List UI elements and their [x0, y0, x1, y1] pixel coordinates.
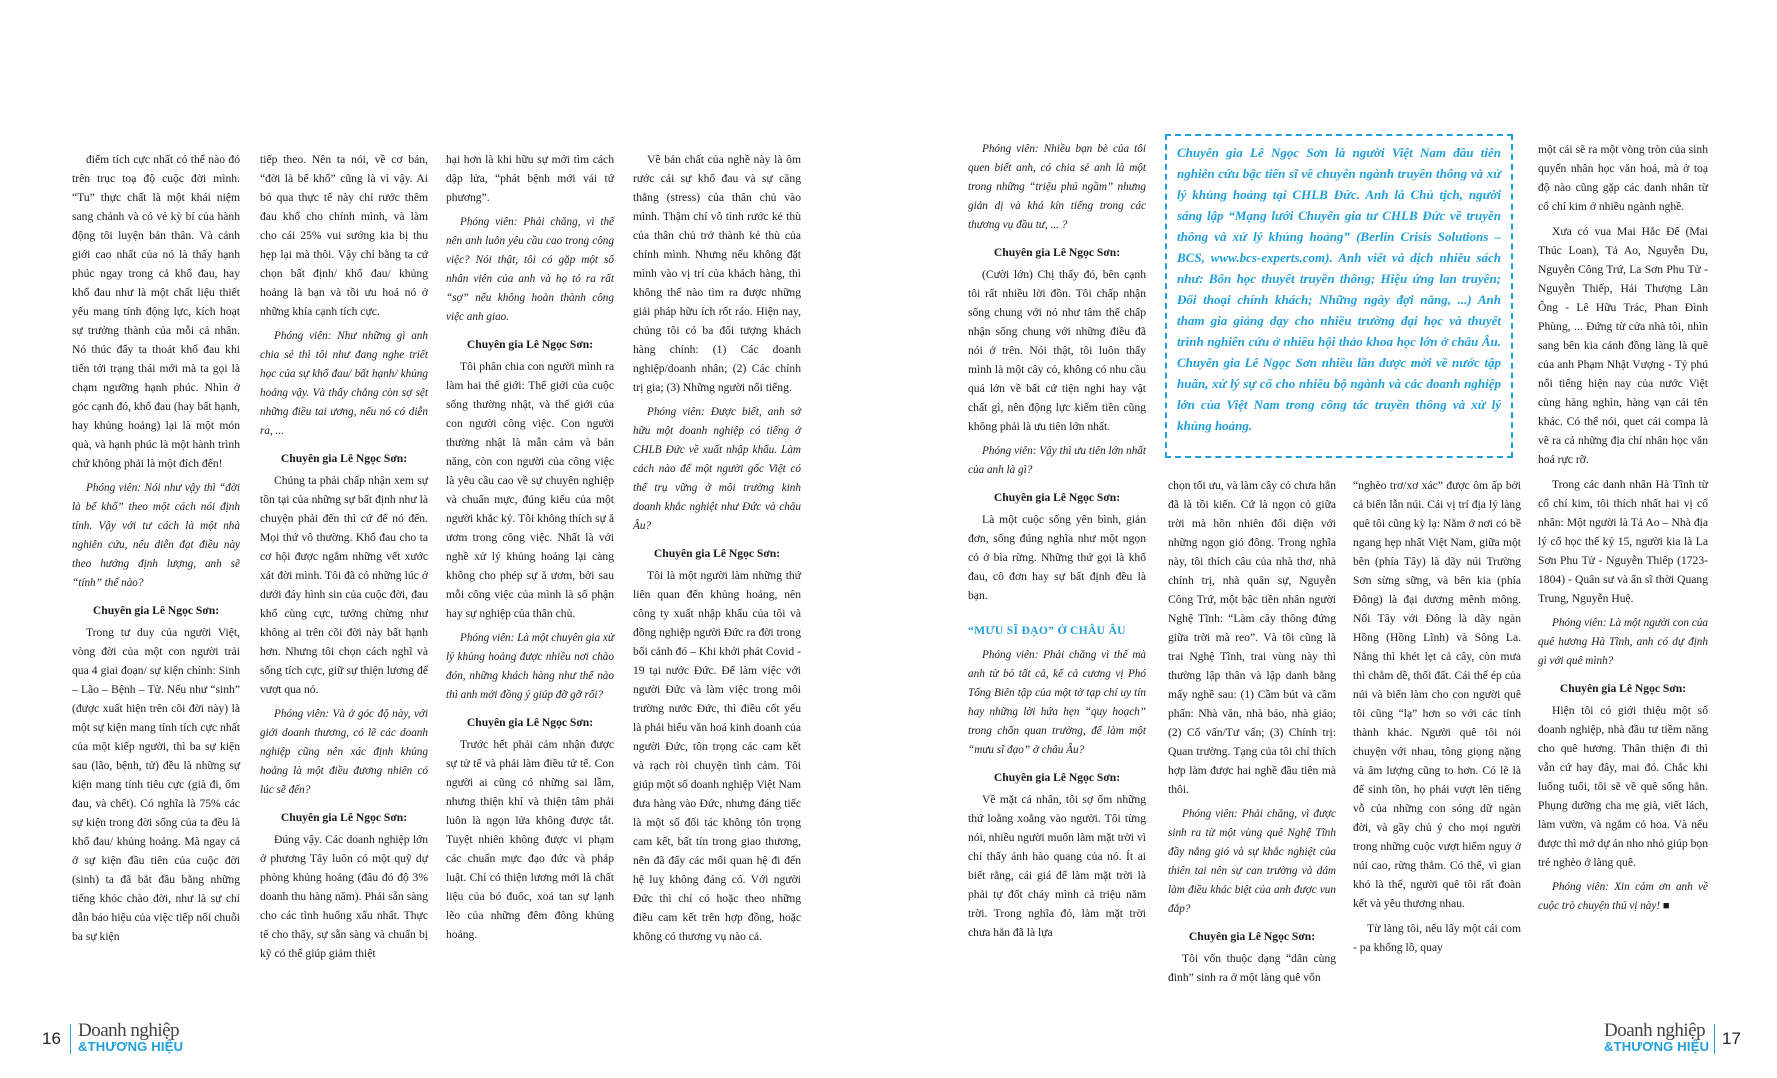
- speaker-label: Chuyên gia Lê Ngọc Sơn:: [993, 491, 1121, 504]
- interviewer-question: Phóng viên: Là một người con của quê hương Hà Tĩnh, anh có dự định gì với quê mình?: [1538, 617, 1708, 667]
- speaker-label: Chuyên gia Lê Ngọc Sơn:: [466, 338, 594, 351]
- left-column-4: [633, 150, 801, 952]
- speaker-label: Chuyên gia Lê Ngọc Sơn:: [653, 547, 781, 560]
- footer-divider-left: [70, 1024, 71, 1054]
- speaker-label: Chuyên gia Lê Ngọc Sơn:: [280, 452, 408, 465]
- paragraph: chọn tối ưu, và làm cây cỏ chưa hẳn đã là tồi kiến. Cứ là ngọn cỏ giữa trời mà hồn nhiên đối diện với những ngọn gió đông. Trong nghĩa này, tôi thích câu của nhà thơ, nhà chính trị, nhà quân sự, Nguyễn Công Trứ, một bậc tiền nhân người Nghệ Tĩnh: “Làm cây thông đứng giữa trời mà reo”. Và tôi cũng là trai Nghệ Tĩnh, trai vùng này thì thường lập thân và lập danh bằng mấy nghề sau: (1) Cầm bút và cầm phấn: Nhà văn, nhà báo, nhà giáo; (2) Cố vấn/Tư vấn; (3) Chính trị: Quan trường. Tạng của tôi chỉ thích hợp làm được hai nghề đầu tiên mà thôi.: [1168, 479, 1336, 796]
- paragraph: điểm tích cực nhất có thể nào đó trên trục toạ độ cuộc đời mình. “Tu” thực chất là một khái niệm sang chảnh và có vẻ kỳ bí của hành động tôi luyện bản thân. Và cảnh giới cao nhất của nó là thấy hạnh phúc ngay trong cả khổ đau, hay khổ đau như là một chất liệu thiết yếu mang tính động lực, kích hoạt sự trưởng thành của mỗi cá nhân. Nó thúc đẩy ta thoát khổ đau khi tiến tới trạng thái mới mà ta gọi là chạm ngưỡng hạnh phúc. Nhìn ở góc cạnh đó, khổ đau (hay bất hạnh, hay khủng hoảng) lại là một món quà, và hạnh phúc là một hành trình chứ không phải là một đích đến!: [72, 153, 240, 470]
- left-column-1: [72, 150, 240, 952]
- paragraph: Về mặt cá nhân, tôi sợ ốm những thứ loằng xoằng vào người. Tôi từng nói, nhiều người muốn làm mặt trời vì chỉ thấy ánh hào quang của nó. Ít ai biết rằng, cái giá để làm mặt trời là phải tự đốt cháy mình cả triệu năm trời. Trong nghĩa đó, làm mặt trời chưa hẳn đã là lựa: [968, 793, 1146, 939]
- interviewer-question: Phóng viên: Xin cảm ơn anh về cuộc trò chuyện thú vị này! ■: [1538, 881, 1708, 912]
- paragraph: Tôi phân chia con người mình ra làm hai thế giới: Thế giới của cuộc sống thường nhật, và thế giới của con người công việc. Con người thường nhật là mẫn cảm và bản năng, còn con người của công việc là yêu cầu cao về sự chuyên nghiệp và chuẩn mực, đúng kiểu của một người khắc kỷ. Tôi không thích sự ă ươm trong công việc. Nhất là với nghề xử lý khủng hoảng lại càng không cho phép sự ă ươm, bởi sau mỗi công việc của mình là số phận hay sự nghiệp của thân chủ.: [446, 360, 614, 620]
- paragraph: Chúng ta phải chấp nhận xem sự tồn tại của những sự bất định như là chuyện phải đến thì cứ để nó đến. Mọi thứ vô thường. Khổ đau cho ta cơ hội được ngắm những vết xước xát đời mình. Tôi đã có những lúc ở dưới đáy hình sin của cuộc đời, đau khổ cùng cực, tưởng chừng như không ai trên cõi đời này bất hạnh hơn. Nhưng tôi chọn cách nghĩ và sống tích cực, giữ sự thiện lương để vượt qua nó.: [260, 474, 428, 696]
- speaker-label: Chuyên gia Lê Ngọc Sơn:: [466, 716, 594, 729]
- interviewer-question: Phóng viên: Và ở góc độ này, với giới doanh thương, có lẽ các doanh nghiệp cũng nên xác định khủng hoảng là một điều đương nhiên có lúc sẽ đến?: [260, 708, 428, 796]
- interviewer-question: Phóng viên: Phải chăng, vì được sinh ra từ một vùng quê Nghệ Tĩnh đầy nắng gió và sự khắc nghiệt của thiên tai nên sự can trường và dám làm điều khác biệt của anh được vun đắp?: [1168, 808, 1336, 915]
- paragraph: (Cười lớn) Chị thấy đó, bên cạnh tôi rất nhiều lời đồn. Tôi chấp nhận sống chung với nó như tâm thế chấp nhận sống chung với những điều đã nói ở trên. Nói thật, tôi luôn thấy mình là một cây cỏ, không có nhu cầu quá lớn về bất cứ tiện nghi hay vật chất gì, nên động lực kiếm tiền cũng không phải là ưu tiên lớn nhất.: [968, 268, 1146, 433]
- left-column-3: [446, 150, 614, 950]
- speaker-label: Chuyên gia Lê Ngọc Sơn:: [993, 246, 1121, 259]
- page-number-right: 17: [1722, 1029, 1741, 1048]
- interviewer-question: Phóng viên: Phải chăng vì thế mà anh từ bỏ tất cả, kể cả cương vị Phó Tổng Biên tập của một tờ tạp chí uy tín hay những lời hứa hẹn “quy hoạch” trong chốn quan trường, để làm một “mưu sĩ đạo” ở châu Âu?: [968, 649, 1146, 756]
- interviewer-question: Phóng viên: Như những gì anh chia sẻ thì tôi như đang nghe triết học của sự khổ đau/ bất hạnh/ khủng hoảng vậy. Và thấy chẳng còn sợ sệt những điều tai ương, nếu nó có diễn ra, ...: [260, 330, 428, 437]
- logo-line-2: &THƯƠNG HIỆU: [78, 1039, 184, 1054]
- interviewer-question: Phóng viên: Phải chăng, vì thế nên anh luôn yêu cầu cao trong công việc? Nói thật, tôi có gặp một số nhân viên của anh và họ tỏ ra rất “sợ” nếu không hoàn thành công việc anh giao.: [446, 216, 614, 323]
- paragraph: “nghèo trơ/xơ xác” được ôm ấp bởi cả biển lẫn núi. Cái vị trí địa lý làng quê tôi cũng kỳ lạ: Nằm ở nơi có bề ngang hẹp nhất Việt Nam, giữa một bên (phía Tây) là dãy núi Trường Sơn sừng sững, và bên kia (phía Đông) là đại dương mênh mông. Nối Tây với Đông là dãy ngàn Hồng (Hồng Lĩnh) và Sông La. Nắng thì khét lẹt cả cây, còn mưa thì chằm dề, thối đất. Cái thế ép của núi và biển làm cho con người quê tôi cũng “lạ” hơn so với các tỉnh thành khác. Người quê tôi nói chuyện với nhau, tông giọng nặng và âm lượng cũng to hơn. Có lẽ là để sinh tồn, họ phải vượt lên tiếng vỗ của những con sóng dữ ngàn đời, và gầy chủ ý cho mọi người trong những cuộc vượt hiểm nguy ở núi cao, rừng thẳm. Có thể, vì gian khó là thế, người quê tôi rất đoàn kết và yêu thương nhau.: [1353, 479, 1521, 910]
- paragraph: Tôi vốn thuộc dạng “dân cùng đinh” sinh ra ở một làng quê vốn: [1168, 952, 1336, 984]
- paragraph: Là một cuộc sống yên bình, giản đơn, sống đúng nghĩa như một ngọn cỏ ở bìa rừng. Những thứ gọi là khổ đau, cô đơn hay sự bất định đều là bạn.: [968, 513, 1146, 602]
- paragraph: Trong tư duy của người Việt, vòng đời của một con người trải qua 4 giai đoạn/ sự kiện chính: Sinh – Lão – Bệnh – Tử. Nếu như “sinh” (được xuất hiện trên cõi đời này) là một sự kiện mang tính tích cực nhất của một kiếp người, thì ba sự kiện sau (lão, bệnh, tử) đều là những sự kiện mang tính tiêu cực (già đi, ốm đau, và chết). Có nghĩa là 75% các sự kiện trong đời sống của ta đều là khổ đau/ khủng hoảng. Mà ngay cả ở sự kiện đầu tiên của cuộc đời (sinh) ta đã bắt đầu bằng những tiếng khóc chào đời, như là sự chỉ dẫn báo hiệu của việc tiếp nối chuỗi ba sự kiện: [72, 626, 240, 943]
- speaker-label: Chuyên gia Lê Ngọc Sơn:: [1188, 930, 1316, 943]
- page-number-left: 16: [42, 1029, 61, 1048]
- right-column-3: [1353, 476, 1521, 963]
- paragraph: Tôi là một người làm những thứ liên quan đến khủng hoảng, nên công ty xuất nhập khẩu của tôi và đồng nghiệp người Đức ra đời trong bối cảnh đó – Khi khởi phát Covid - 19 tại nước Đức. Để làm việc với người Đức và làm việc trong môi trường nước Đức, thì điều cốt yếu là phải hiểu văn hoá kinh doanh của người Đức, tôn trọng các cam kết và rạch ròi chuyện tình cảm. Tôi giúp một số doanh nghiệp Việt Nam đưa hàng vào Đức, nhưng đáng tiếc là một số đối tác không tôn trọng cam kết, bất tín trong giao thương, nên đã đẩy các mối quan hệ đi đến hệ luỵ không đáng có. Với người Đức thì chỉ có hoặc theo những điều cam kết trên hợp đồng, hoặc không có thương vụ nào cả.: [633, 569, 801, 943]
- interviewer-question: Phóng viên: Vậy thì ưu tiên lớn nhất của anh là gì?: [968, 445, 1146, 476]
- paragraph: Về bản chất của nghề này là ôm rước cái sự khổ đau và sự căng thẳng (stress) của thân chủ vào mình. Thậm chí vô tình rước kẻ thù của thân chủ trở thành kẻ thù của chính mình. Nhưng nếu không đặt mình vào vị trí của khách hàng, thì không thể nào tìm ra được những giải pháp hữu ích rốt ráo. Hiện nay, chúng tôi có ba đối tượng khách hàng chính: (1) Các doanh nghiệp/doanh nhân; (2) Các chính trị gia; (3) Những người nổi tiếng.: [633, 153, 801, 394]
- left-column-2: [260, 150, 428, 969]
- magazine-logo-left: [78, 1022, 183, 1053]
- interviewer-question: Phóng viên: Là một chuyên gia xử lý khủng hoảng được nhiều nơi chào đón, những khách hàng như thế nào thì anh mới đồng ý giúp đỡ gỡ rối?: [446, 632, 614, 701]
- author-bio-box: Chuyên gia Lê Ngọc Sơn là người Việt Nam đầu tiên nghiên cứu bậc tiến sĩ về chuyên ngành truyền thông và xử lý khủng hoảng tại CHLB Đức. Anh là Chủ tịch, người sáng lập “Mạng lưới Chuyên gia tư CHLB Đức về truyền thông và xử lý khủng hoảng” (Berlin Crisis Solutions – BCS, www.bcs-experts.com). Anh viết và dịch nhiều sách như: Bốn học thuyết truyền thông; Hiệu ứng lan truyền; Đối thoại chính khách; Những ngày đợi nắng, ...) Anh tham gia giảng dạy cho nhiều trường đại học và thuyết trình nghiên cứu ở nhiều hội thảo khoa học lớn ở châu Âu. Chuyên gia Lê Ngọc Sơn nhiều lần được mời về nước tập huấn, xử lý sự cố cho nhiều bộ ngành và các doanh nghiệp lớn của Việt Nam trong công tác truyền thông và xử lý khủng hoảng.: [1165, 134, 1513, 458]
- paragraph: tiếp theo. Nên ta nói, về cơ bản, “đời là bể khổ” cũng là vì vậy. Ai bỏ qua thực tế này chỉ rước thêm đau khổ cho chính mình, và làm cho cái 25% vui sướng kia bị thu hẹp lại mà thôi. Vậy chỉ bằng ta cứ chọn bất định/ khổ đau/ khủng hoảng là bạn và tồi ưu hoá nó ở những khía cạnh tích cực.: [260, 153, 428, 318]
- paragraph: Đúng vậy. Các doanh nghiệp lớn ở phương Tây luôn có một quỹ dự phòng khủng hoảng (đâu đó độ 3% doanh thu hàng năm). Phải sẵn sàng cho các tình huống xấu nhất. Thực tế cho thấy, sự sẵn sàng và chuẩn bị kỹ có thể giúp giảm thiệt: [260, 833, 428, 960]
- right-column-2: [1168, 476, 1336, 993]
- right-column-4: [1538, 140, 1708, 922]
- paragraph: Trong các danh nhân Hà Tĩnh từ cổ chí kim, tôi thích nhất hai vị cổ nhân: Một người là Tả Ao – Nhà địa lý cổ học thế kỷ 15, người kia là La Sơn Phu Tử - Nguyễn Thiếp (1723-1804) - Quân sư và ẩn sĩ thời Quang Trung, Nguyễn Huệ.: [1538, 478, 1708, 605]
- section-heading: “MƯU SĨ ĐẠO” Ở CHÂU ÂU: [968, 624, 1126, 637]
- paragraph: hại hơn là khi hữu sự mới tìm cách dập lửa, “phát bệnh mới vái tứ phương”.: [446, 153, 614, 204]
- paragraph: Trước hết phải cảm nhận được sự tử tế và phải làm điều tử tế. Con người ai cũng có những sai lầm, nhưng thiện khí và thiện tâm phải luôn là ngọn lửa không được tắt. Tuyệt nhiên không được vi phạm các chuẩn mực đạo đức và pháp luật. Chỉ có thiện lương mới là chất liệu của bó đuốc, xoá tan sự lạnh lẽo của những đêm đông khủng hoảng.: [446, 738, 614, 941]
- paragraph: một cái sẽ ra một vòng tròn của sinh quyển nhân học văn hoá, mà ở toạ độ nào cũng gặp các danh nhân từ cổ chí kim ở nhiều ngành nghề.: [1538, 143, 1708, 213]
- speaker-label: Chuyên gia Lê Ngọc Sơn:: [1559, 682, 1687, 695]
- speaker-label: Chuyên gia Lê Ngọc Sơn:: [993, 771, 1121, 784]
- paragraph: Hiện tôi có giới thiệu một số doanh nghiệp, nhà đầu tư tiềm năng cho quê hương. Thân thiện đi thì vẫn cứ hay đây, mai đó. Chắc khi luống tuổi, tôi sẽ về quê sống hẳn. Phụng dưỡng cha mẹ già, viết lách, làm vườn, và ngắm cỏ hoa. Và nếu được thì mở dự án nho nhỏ giúp bọn trẻ nghèo ở làng quê.: [1538, 704, 1708, 869]
- interviewer-question: Phóng viên: Nhiều bạn bè của tôi quen biết anh, có chia sẻ anh là một trong những “triệu phú ngầm” nhưng giản dị và khá kín tiếng trong các thương vụ đầu tư, ... ?: [968, 143, 1146, 231]
- logo-line-1: Doanh nghiệp: [78, 1020, 180, 1041]
- speaker-label: Chuyên gia Lê Ngọc Sơn:: [92, 604, 220, 617]
- paragraph: Xưa có vua Mai Hắc Đế (Mai Thúc Loan), Tả Ao, Nguyễn Du, Nguyễn Công Trứ, La Sơn Phu Tử - Nguyễn Thiếp, Hải Thượng Lãn Ông - Lê Hữu Trác, Phan Đình Phùng, ... Đứng từ cửa nhà tôi, nhìn sang bên kia cánh đồng làng là quê của anh Phạm Nhật Vượng - Tỷ phú nổi tiếng hiện nay của nước Việt cùng hàng nghìn, hàng vạn cái tên khác. Có thể nói, quet cái compa là vẽ ra cả những địa chỉ nhân học văn hoá rực rỡ.: [1538, 225, 1708, 466]
- logo-line-2: &THƯƠNG HIỆU: [1604, 1039, 1710, 1054]
- right-column-1: [968, 140, 1146, 948]
- paragraph: Từ làng tôi, nếu lấy một cái com - pa khổng lồ, quay: [1353, 922, 1521, 954]
- interviewer-question: Phóng viên: Được biết, anh sở hữu một doanh nghiệp có tiếng ở CHLB Đức về xuất nhập khẩu. Làm cách nào để một người gốc Việt có thể trụ vững ở môi trường kinh doanh khắc nghiệt như Đức và châu Âu?: [633, 406, 801, 532]
- footer-divider-right: [1714, 1024, 1715, 1054]
- speaker-label: Chuyên gia Lê Ngọc Sơn:: [280, 811, 408, 824]
- logo-line-1: Doanh nghiệp: [1604, 1020, 1706, 1041]
- interviewer-question: Phóng viên: Nói như vậy thì “đời là bể khổ” theo một cách nói định tính. Vậy với tư cách là một nhà nghiên cứu, nếu diễn đạt điều này theo hướng định lượng, anh sẽ “tính” thế nào?: [72, 482, 240, 589]
- magazine-logo-right: [1604, 1022, 1709, 1053]
